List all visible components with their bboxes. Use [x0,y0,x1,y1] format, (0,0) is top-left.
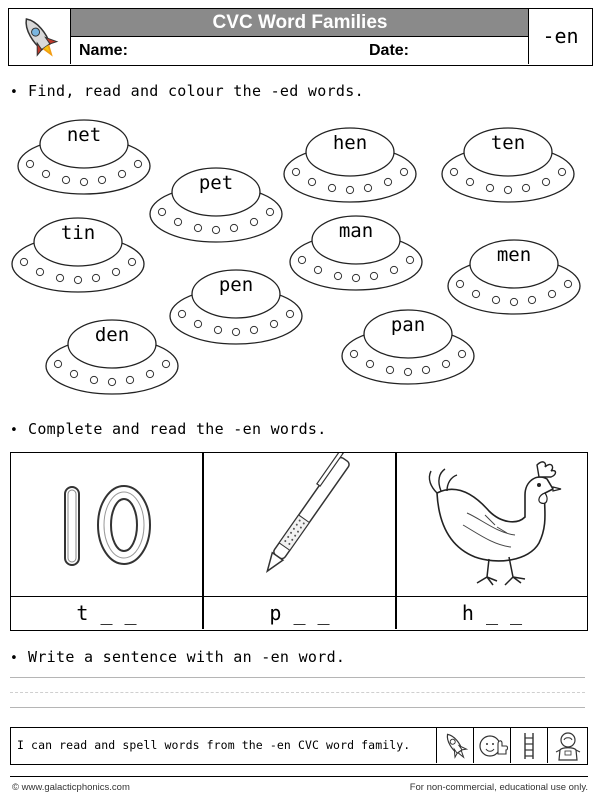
number-ten-icon [11,453,202,597]
copyright-text: © www.galacticphonics.com [12,782,130,793]
name-label: Name: [79,42,128,59]
ufo-word-tin[interactable] [10,206,146,302]
ufo-word-label: hen [332,132,368,154]
picture-area [204,453,395,597]
ufo-word-pen[interactable] [168,258,304,354]
picture-word-grid [10,452,588,631]
ufo-icon [288,204,424,300]
can-statement-bar [10,727,588,765]
writing-line-mid [10,692,585,693]
worksheet-title: CVC Word Families [71,9,529,37]
rocket-icon [436,728,472,763]
instruction-text: Complete and read the -en words. [28,420,327,438]
name-date-row [71,37,529,64]
ufo-word-label: pen [218,274,254,296]
bullet: • [10,423,19,438]
picture-word-blank: t _ _ [76,601,137,625]
ufo-word-net[interactable] [16,108,152,204]
ufo-word-man[interactable] [288,204,424,300]
ufo-word-label: men [496,244,532,266]
worksheet-header [8,8,593,66]
writing-line-top [10,677,585,678]
instruction-text: Write a sentence with an -en word. [28,648,346,666]
ufo-word-hen[interactable] [282,116,418,212]
date-label: Date: [369,42,410,59]
ufo-word-label: pet [198,172,234,194]
ufo-word-den[interactable] [44,308,180,404]
rocket-logo-icon [9,9,69,63]
ufo-word-pan[interactable] [340,298,476,394]
ufo-word-pet[interactable] [148,156,284,252]
ufo-icon [340,298,476,394]
ufo-icon [148,156,284,252]
ufo-word-label: net [66,124,102,146]
instruction-complete [10,420,327,438]
writing-line-base [10,707,585,708]
picture-cell-hen [397,453,587,629]
ufo-word-label: pan [390,314,426,336]
ufo-icon [16,108,152,204]
bullet: • [10,651,19,666]
footer-rule [10,776,588,777]
word-family-label: -en [528,9,592,64]
ufo-icon [282,116,418,212]
thumbs-up-icon [473,728,509,763]
ufo-icon [10,206,146,302]
usage-note: For non-commercial, educational use only. [409,782,588,793]
ufo-word-label: tin [60,222,96,244]
instruction-write-sentence [10,648,345,666]
picture-cell-pen [204,453,395,629]
picture-area [11,453,202,597]
pen-icon [204,453,395,597]
logo-cell [9,9,71,64]
ufo-icon [44,308,180,404]
astronaut-icon [547,728,587,763]
ufo-word-label: ten [490,132,526,154]
ufo-icon [440,116,576,212]
ufo-word-ten[interactable] [440,116,576,212]
ufo-word-label: man [338,220,374,242]
instruction-find-colour [10,82,364,100]
ufo-icon [168,258,304,354]
picture-area [397,453,587,597]
instruction-text: Find, read and colour the -ed words. [28,82,364,100]
ufo-word-label: den [94,324,130,346]
ladder-icon [510,728,546,763]
can-statement: I can read and spell words from the -en CVC word family. [17,738,411,752]
hen-icon [397,453,587,597]
picture-cell-ten [11,453,202,629]
bullet: • [10,85,19,100]
picture-word-blank: p _ _ [269,601,330,625]
picture-word-blank: h _ _ [461,601,523,625]
